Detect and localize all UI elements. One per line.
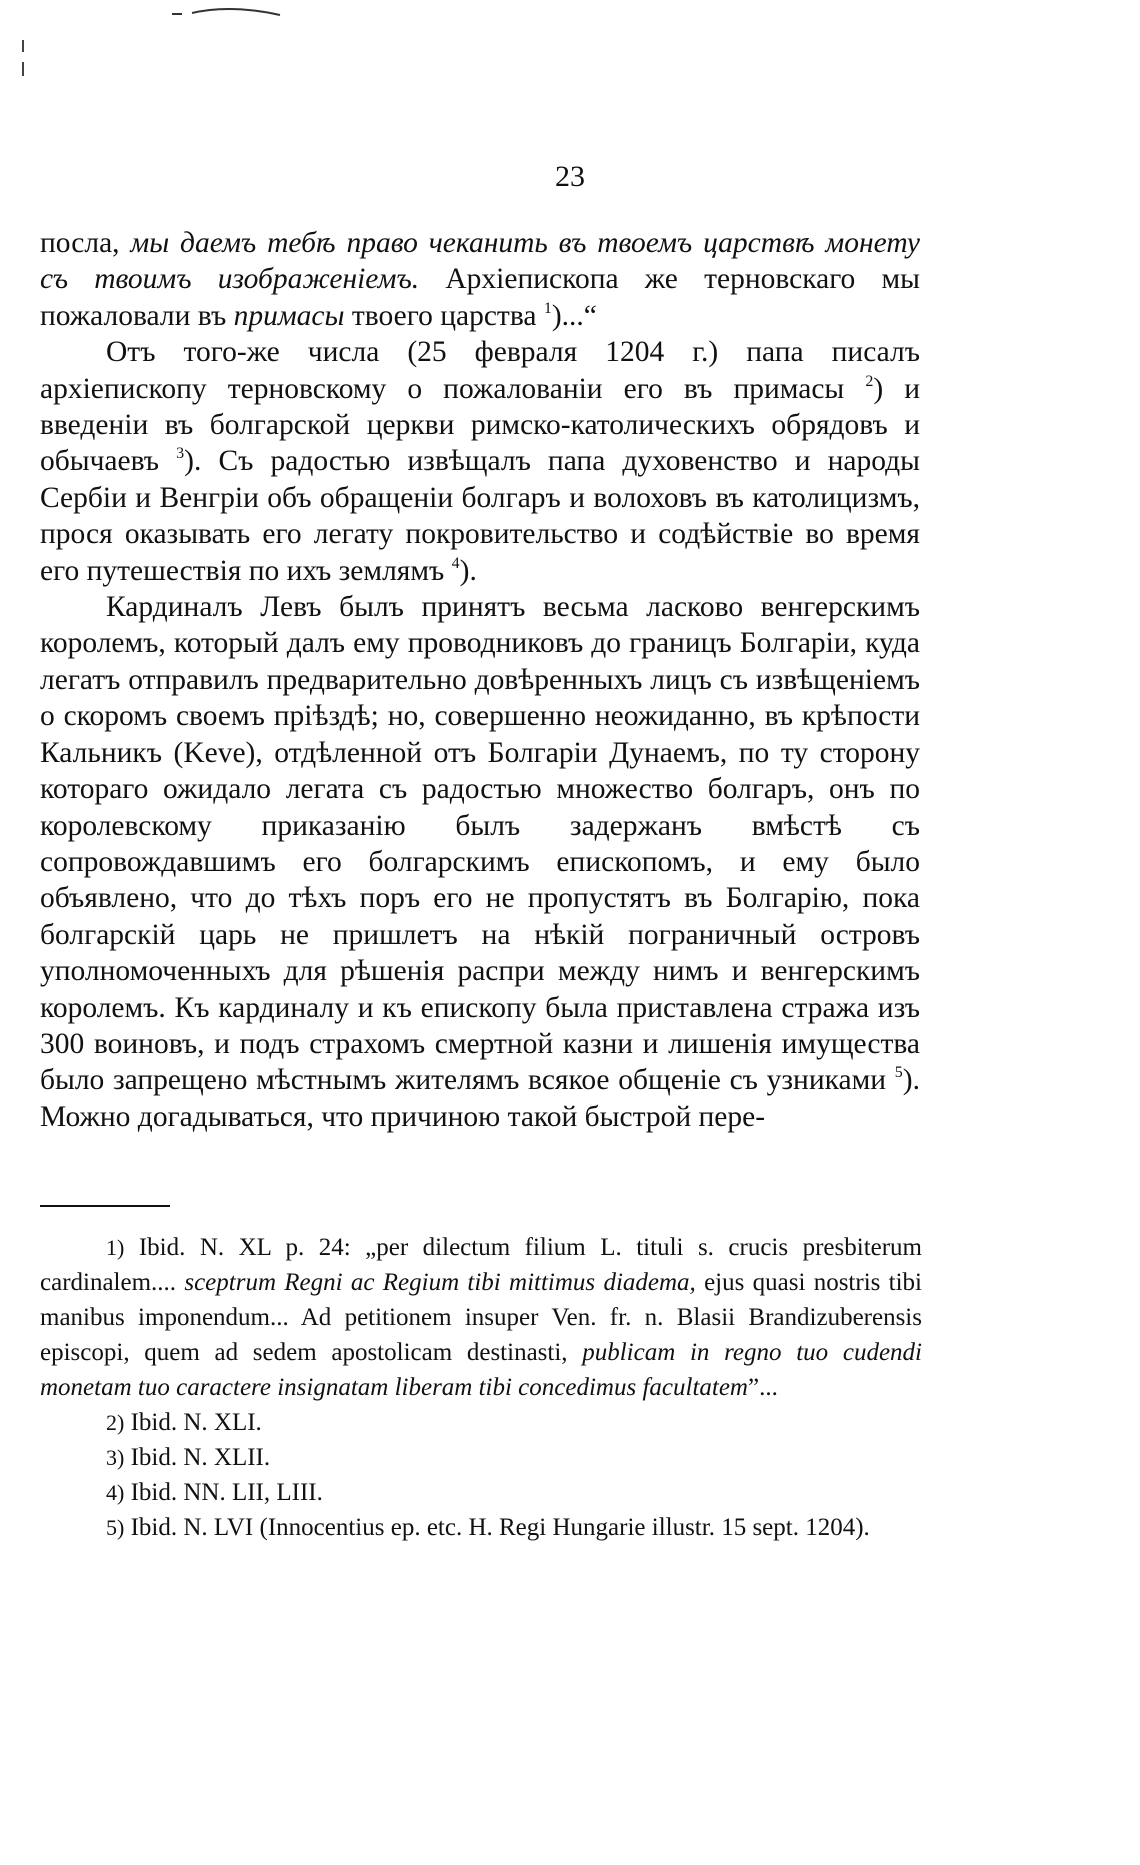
italic-text: publicam in regno tuo cudendi monetam tuo caractere insignatam liberam tibi concedimus facultatem: [40, 1339, 922, 1401]
footnote-separator: [40, 1205, 170, 1207]
text-run: Архіепископа же терновскаго мы пожаловали въ: [40, 263, 920, 332]
body-text: [40, 225, 920, 1135]
italic-text: sceptrum Regni ac Regium tibi mittimus diadema,: [184, 1269, 696, 1296]
page-number: 23: [555, 160, 585, 193]
text-run: Кардиналъ Левъ былъ принятъ весьма ласково венгерскимъ королемъ, который далъ ему проводниковъ до границъ Болгаріи, куда легатъ отправилъ предварительно довѣренныхъ лицъ съ извѣщеніемъ о скоромъ своемъ пріѣздѣ; но, совершенно неожиданно, въ крѣпости Кальникъ (Keve), отдѣленной отъ Болгаріи Дунаемъ, по ту сторону котораго ожидало легата съ радостью множество болгаръ, онъ по королевскому приказанію былъ задержанъ вмѣстѣ съ сопровождавшимъ его болгарскимъ епископомъ, и ему было объявлено, что до тѣхъ поръ его не пропустятъ въ Болгарію, пока болгарскій царь не пришлетъ на нѣкій пограничный островъ уполномоченныхъ для рѣшенія распри между нимъ и венгерскимъ королемъ. Къ кардиналу и къ епископу была приставлена стража изъ 300 воиновъ, и подъ страхомъ смертной казни и лишенія имущества было запрещено мѣстнымъ жителямъ всякое общеніе съ узниками: [40, 591, 920, 1097]
footnote: [40, 1440, 922, 1475]
text-run: ).: [459, 554, 477, 587]
italic-text: примасы: [233, 299, 345, 332]
footnotes: [40, 1230, 922, 1545]
text-run: твоего царства: [344, 299, 544, 332]
text-run: ) и введеніи въ болгарской церкви римско-католическихъ обрядовъ и обычаевъ: [40, 372, 920, 478]
text-run: Ibid. N. XL p. 24: „per dilectum filium L. tituli s. crucis presbiterum cardinalem....: [40, 1234, 923, 1296]
footnote-reference: 1: [543, 299, 552, 317]
text-run: посла,: [40, 227, 131, 259]
paragraph: [40, 225, 920, 334]
footnote-marker: 2): [106, 1410, 125, 1435]
text-run: Ibid. N. LVI (Innocentius ep. etc. H. Regi Hungarie illustr. 15 sept. 1204).: [130, 1514, 870, 1541]
footnote-marker: 3): [106, 1445, 125, 1470]
footnote: [40, 1510, 922, 1545]
text-run: ). Можно догадываться, что причиною такой быстрой пере-: [40, 1064, 920, 1133]
footnote-reference: 2: [865, 372, 874, 390]
text-run: )...“: [551, 299, 597, 332]
footnote-reference: 4: [451, 554, 460, 572]
paragraph: [40, 589, 920, 1135]
italic-text: мы даемъ тебѣ право чеканить въ твоемъ царствѣ монету съ твоимъ изображеніемъ.: [40, 227, 920, 296]
text-run: ejus quasi nostris tibi manibus imponendum... Ad petitionem insuper Ven. fr. n. Blasii Brandizuberensis episcopi, quem ad sedem apostolicam destinasti,: [40, 1269, 922, 1366]
scan-smudge-mark: [170, 6, 290, 18]
text-run: Отъ того-же числа (25 февраля 1204 г.) папа писалъ архіепископу терновскому о пожалованіи его въ примасы: [40, 336, 920, 405]
text-run: Ibid. N. XLI.: [130, 1409, 262, 1436]
scan-edge-mark: [22, 40, 25, 80]
footnote-marker: 4): [106, 1480, 125, 1505]
footnote: [40, 1475, 922, 1510]
footnote: [40, 1230, 922, 1405]
paragraph: [40, 334, 920, 589]
footnote-marker: 1): [106, 1235, 125, 1260]
text-run: Ibid. NN. LII, LIII.: [130, 1479, 323, 1506]
text-run: ”...: [747, 1374, 778, 1401]
footnote-reference: 5: [894, 1064, 903, 1082]
text-run: Ibid. N. XLII.: [130, 1444, 271, 1471]
footnote-marker: 5): [106, 1515, 125, 1540]
footnote-reference: 3: [176, 445, 185, 463]
footnote: [40, 1405, 922, 1440]
text-run: ). Съ радостью извѣщалъ папа духовенство и народы Сербіи и Венгріи объ обращеніи болгаръ и волоховъ въ католицизмъ, прося оказывать его легату покровительство и содѣйствіе во время его путешествія по ихъ землямъ: [40, 445, 920, 587]
